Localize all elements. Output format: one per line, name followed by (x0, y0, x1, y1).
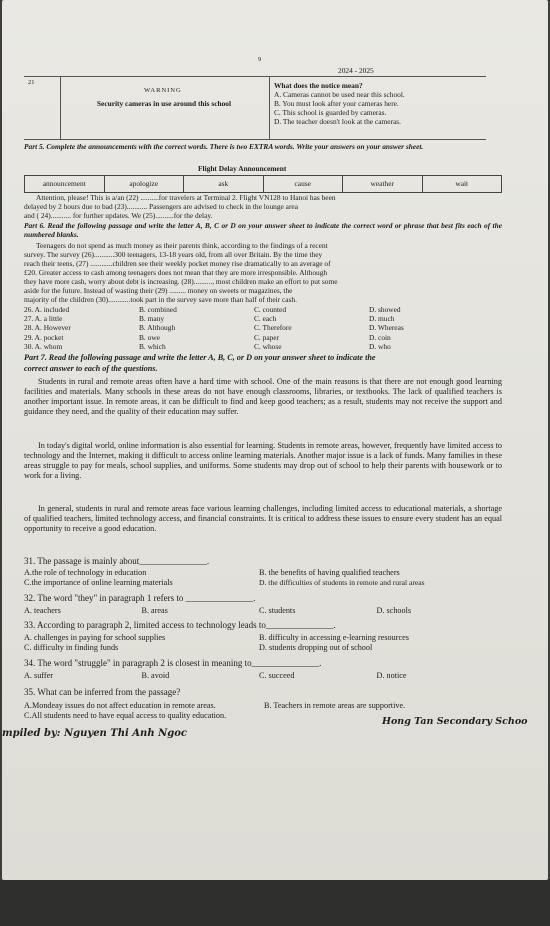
option: C. each (254, 314, 277, 324)
part7-heading: Part 7. Read the following passage and write the letter A, B, C, or D on your answer sheet to indicate the (24, 353, 376, 362)
notice-option-c: C. This school is guarded by cameras. (274, 108, 387, 117)
part6-line: aside for the future. Instead of wasting their (29) ......... money on sweets or magazines, the (24, 286, 293, 295)
part6-options (24, 305, 484, 351)
passage-paragraph-3: In general, students in rural and remote areas face various learning challenges, including limited access to educational materials, a shortage of qualified teachers, limited technology access, and financial constraints. It is critical to address these issues to ensure every student has an equal opportunity to receive a good education. (24, 504, 502, 533)
worksheet-page (2, 0, 548, 880)
option: C. succeed (259, 671, 295, 680)
part5-line: and ( 24)........... for further updates. We (25)..........for the delay. (24, 211, 213, 220)
notice-question-text: What does the notice mean? (274, 81, 363, 90)
notice-option-a: A. Cameras cannot be used near this school. (274, 90, 405, 99)
option: D. much (369, 314, 395, 324)
option: A. challenges in paying for school supplies (24, 633, 166, 642)
notice-title: WARNING (144, 87, 182, 94)
question-34-options (24, 671, 494, 681)
option: D. coin (369, 332, 391, 342)
option: D. schools (376, 606, 412, 615)
part6-line: £20. Greater access to cash among teenagers does not mean that they are more irresponsible. Although (24, 268, 328, 277)
option: B. combined (139, 305, 177, 314)
notice-text: Security cameras in use around this school (96, 99, 232, 108)
option: B. which (139, 341, 166, 351)
word-bank-item: weather (343, 176, 423, 192)
option: C. counted (254, 305, 287, 314)
option: 28. A. However (24, 323, 71, 333)
option: 30. A. whom (24, 341, 63, 351)
passage-paragraph-1: Students in rural and remote areas often have a hard time with school. One of the main reasons is that there are not enough good learning facilities and materials. Many schools in these areas do not have enough classrooms, libraries, or textbooks. The lack of qualified teachers is another important issue. In remote areas, it can be difficult to find and keep good teachers; as a result, students may not receive the support and guidance they need, and the quality of their education may suffer. (24, 377, 502, 416)
option: B. many (139, 314, 165, 324)
part6-line: reach their teens, (27) ............children see their weekly pocket money rise dramatically to an average of (24, 259, 331, 268)
option: 27. A. a little (24, 314, 63, 324)
option: C. paper (254, 332, 280, 342)
option: B. owe (139, 332, 160, 342)
option: 26. A. included (24, 305, 70, 314)
option: B. difficulty in accessing e-learning resources (259, 633, 409, 642)
option: B. areas (141, 606, 168, 615)
passage-paragraph-2: In today's digital world, online information is also essential for learning. Students in remote areas, however, frequently have limited access to technology and the Internet, making it difficult to access online learning materials. Another major issue is a lack of funds. Many families in these areas struggle to pay for meals, school supplies, and uniforms. Some students may drop out of school to help their parents with housework or to work for a living. (24, 441, 502, 480)
notice-question (24, 76, 486, 140)
question-31-options (24, 568, 494, 588)
word-bank-item: ask (184, 176, 264, 192)
part5-title: Flight Delay Announcement (198, 164, 287, 173)
part5-line: Attention, please! This is a/an (22) ..........for travelers at Terminal 2. Flight VN128 to Hanoi has been (36, 193, 336, 202)
question-33-options (24, 633, 494, 653)
part7-heading-cont: correct answer to each of the questions. (24, 364, 158, 373)
question-33: 33. According to paragraph 2, limited access to technology leads to_______________. (24, 620, 336, 630)
option: D. who (369, 341, 391, 351)
option: D. the difficulties of students in remote and rural areas (259, 578, 425, 587)
option: A.Mondeay issues do not affect education in remote areas. (24, 701, 216, 710)
word-bank-item: wait (455, 179, 469, 188)
option: D. students dropping out of school (259, 643, 373, 652)
background-surface (0, 880, 550, 926)
option: D. showed (369, 305, 401, 314)
option: C.All students need to have equal access to quality education. (24, 711, 227, 720)
question-32: 32. The word "they" in paragraph 1 refers to _______________. (24, 593, 256, 603)
part6-heading: Part 6. Read the following passage and write the letter A, B, C or D on your answer sheet to indicate the correct word or phrase that best fits each of the numbered blanks. (24, 221, 502, 240)
option: B. avoid (141, 671, 170, 680)
option: C. whose (254, 341, 282, 351)
option: C. students (259, 606, 296, 615)
option: B. Although (139, 323, 176, 333)
notice-option-d: D. The teacher doesn't look at the cameras. (274, 117, 401, 126)
part5-heading: Part 5. Complete the announcements with the correct words. There is two EXTRA words. Write your answers on your answer sheet. (24, 142, 424, 151)
word-bank (24, 175, 502, 193)
notice-option-b: B. You must look after your cameras here. (274, 99, 399, 108)
question-35: 35. What can be inferred from the passage? (24, 687, 181, 697)
word-bank-item: apologize (105, 176, 185, 192)
option: B. the benefits of having qualified teachers (259, 568, 400, 577)
part6-line: Teenagers do not spend as much money as their parents think, according to the findings of a recent (36, 241, 328, 250)
part6-line: majority of the children (30)............took part in the survey save more than half of their cash. (24, 295, 297, 304)
option: C. Therefore (254, 323, 292, 333)
option: D. Whereas (369, 323, 404, 333)
option: A. suffer (24, 671, 53, 680)
question-number: 21 (28, 79, 35, 86)
option: B. Teachers in remote areas are supportive. (264, 701, 406, 710)
option: A.the role of technology in education (24, 568, 147, 577)
option: A. teachers (24, 606, 61, 615)
school-year: 2024 - 2025 (338, 66, 374, 75)
part6-line: they have more cash, worry about debt is increasing. (28).........., most children make an effort to put some (24, 277, 338, 286)
question-34: 34. The word "struggle" in paragraph 2 is closest in meaning to_______________. (24, 658, 322, 668)
question-32-options (24, 606, 494, 616)
question-31: 31. The passage is mainly about_______________. (24, 556, 210, 566)
compiler-credit: mpiled by: Nguyen Thi Anh Ngoc (2, 728, 187, 739)
option: C.the importance of online learning materials (24, 578, 173, 587)
word-bank-item: announcement (25, 176, 105, 192)
option: 29. A. pocket (24, 332, 64, 342)
option: D. notice (376, 671, 407, 680)
part5-line: delayed by 2 hours due to bad (23)........... Passengers are advised to check in the lounge area (24, 202, 298, 211)
school-name: Hong Tan Secondary Schoo (382, 716, 528, 727)
part6-line: survey. The survey (26)...........300 teenagers, 13-18 years old, from all over Britain. By the time they (24, 250, 323, 259)
option: C. difficulty in finding funds (24, 643, 119, 652)
word-bank-item: cause (264, 176, 344, 192)
page-number: 9 (258, 56, 262, 63)
